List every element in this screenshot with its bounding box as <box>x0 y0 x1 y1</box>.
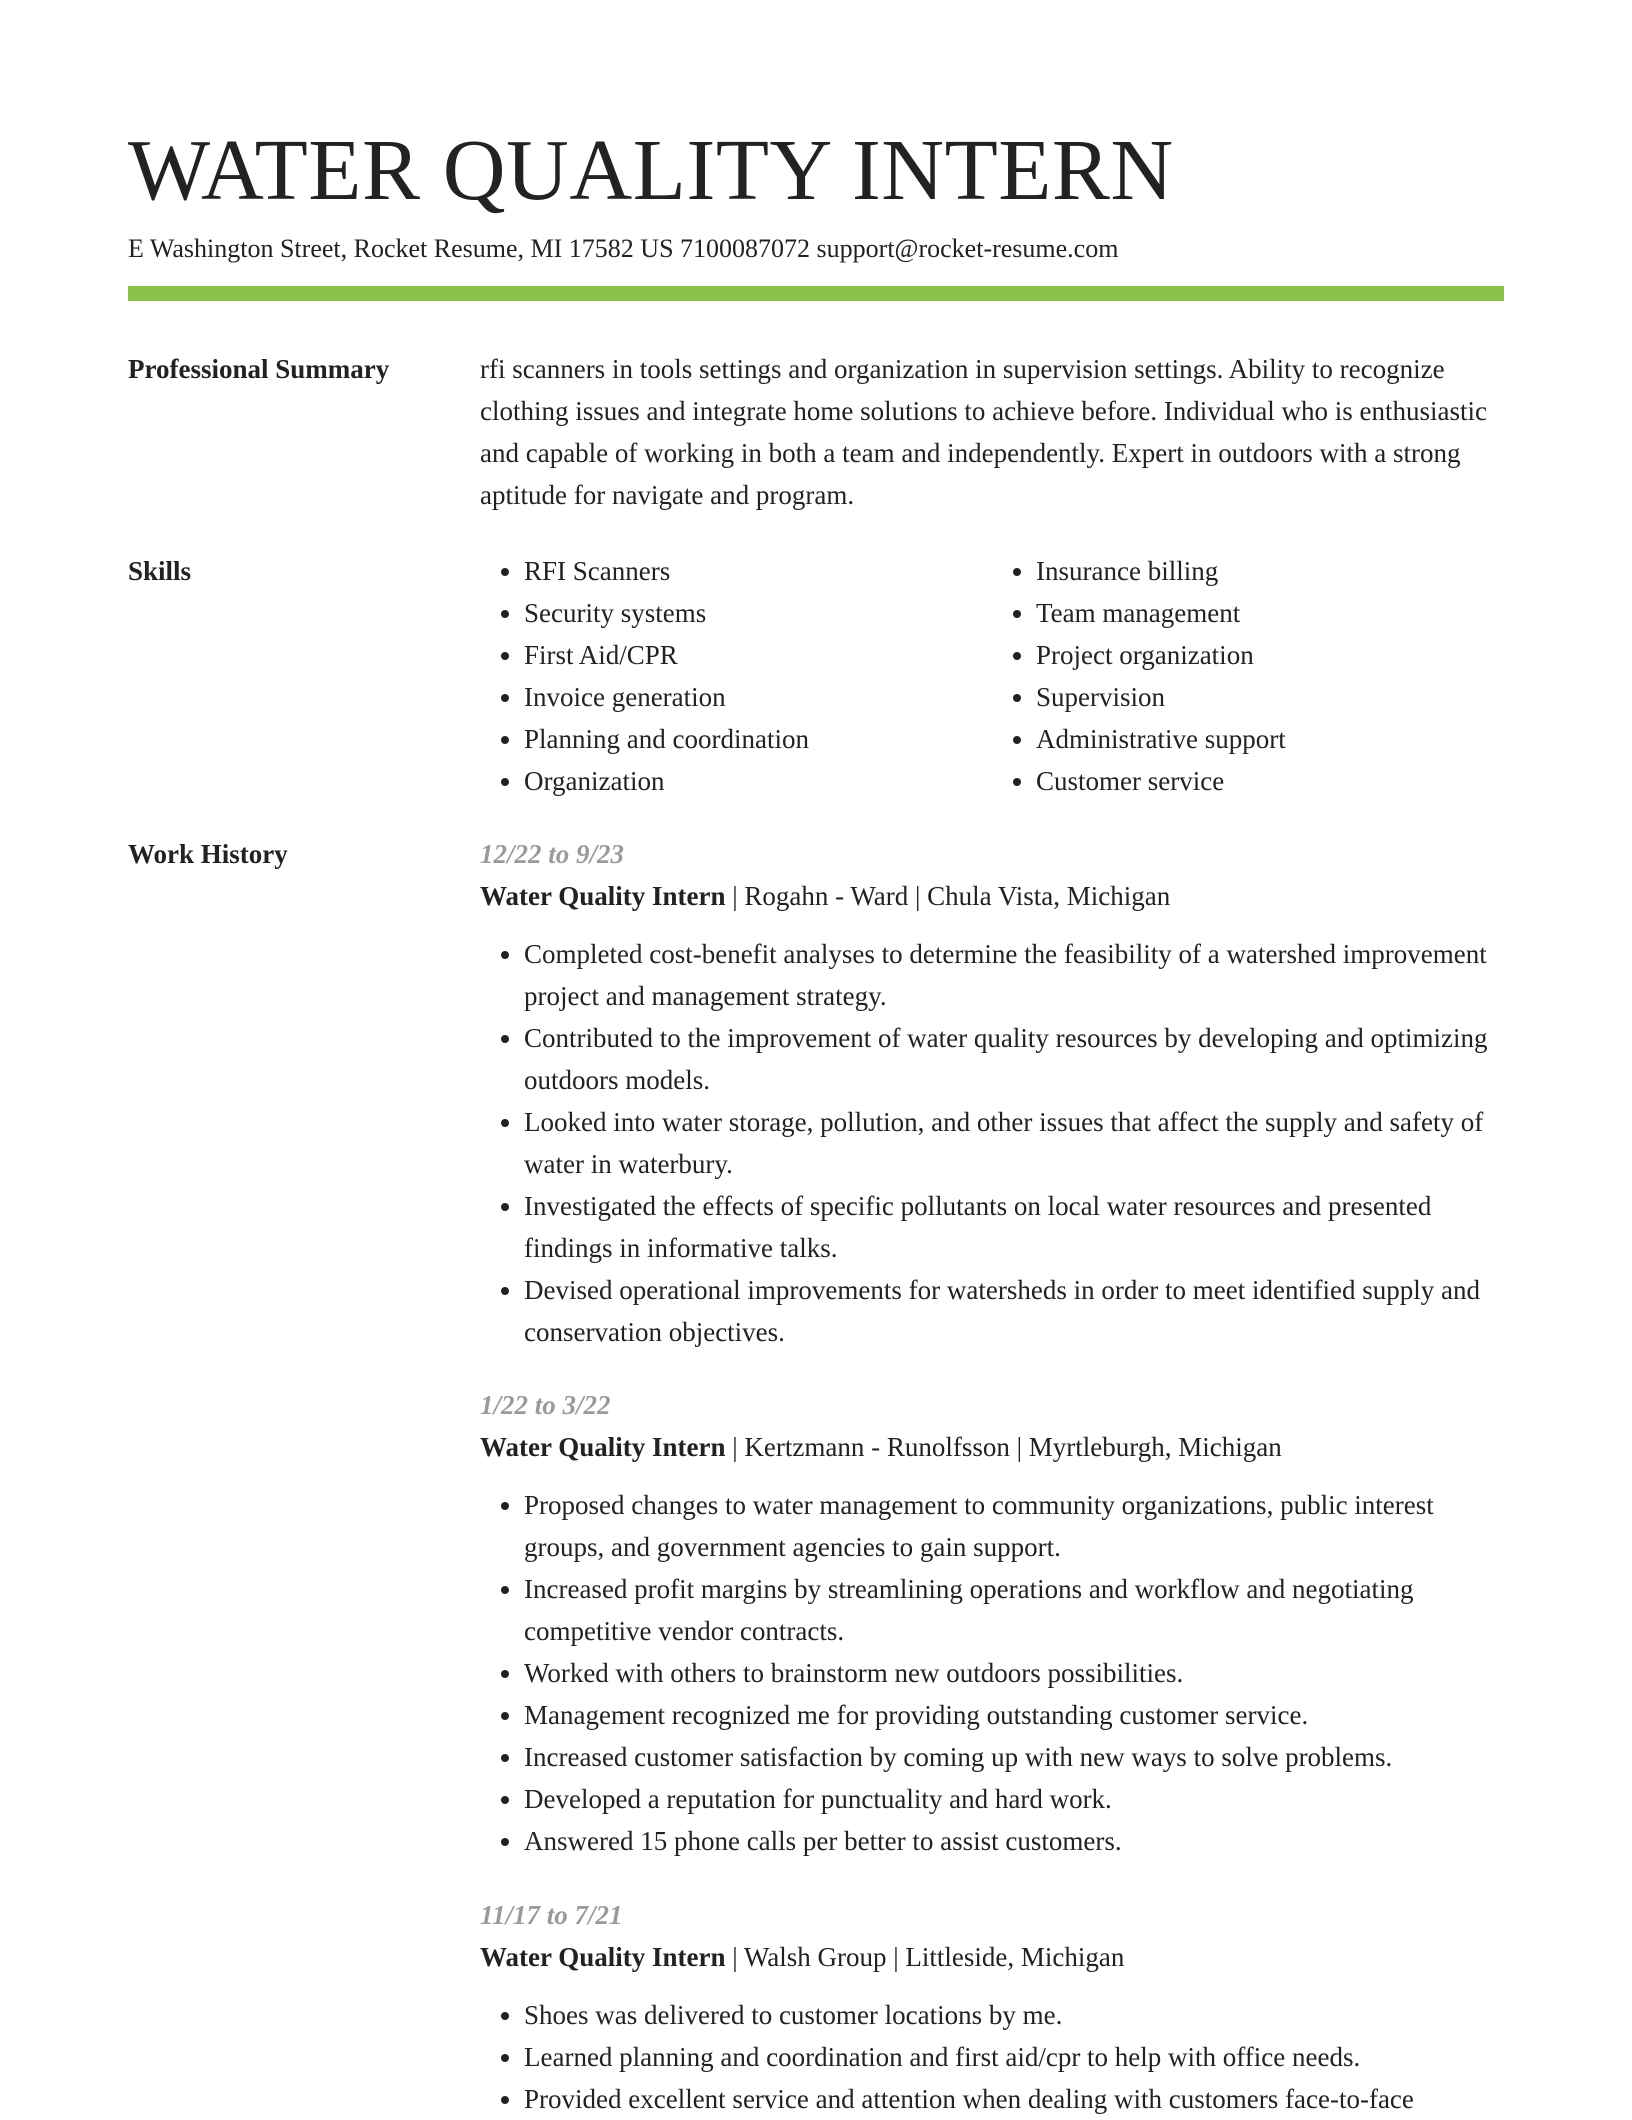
skills-list-right <box>992 550 1504 802</box>
skill-item: • Project organization <box>1036 634 1504 676</box>
job-bullet: • Devised operational improvements for watersheds in order to meet identified supply and conservation objectives. <box>524 1269 1504 1353</box>
skill-item: • Administrative support <box>1036 718 1504 760</box>
skill-item: • Security systems <box>524 592 992 634</box>
job-header <box>480 875 1504 917</box>
job-bullet: • Increased customer satisfaction by coming up with new ways to solve problems. <box>524 1736 1504 1778</box>
job-title: Water Quality Intern <box>480 881 726 911</box>
job-bullet-list <box>480 1484 1504 1862</box>
job-bullet: • Shoes was delivered to customer locations by me. <box>524 1994 1504 2036</box>
job-dates: 12/22 to 9/23 <box>480 839 625 869</box>
job-bullet: • Answered 15 phone calls per better to assist customers. <box>524 1820 1504 1862</box>
skill-item: • Planning and coordination <box>524 718 992 760</box>
skills-columns <box>480 550 1504 802</box>
job-company: Kertzmann - Runolfsson <box>744 1432 1010 1462</box>
job-header <box>480 1936 1504 1978</box>
job-dates: 1/22 to 3/22 <box>480 1390 611 1420</box>
accent-divider <box>128 286 1504 301</box>
skills-list-left <box>480 550 992 802</box>
job-bullet: • Proposed changes to water management to community organizations, public interest groups, and government agencies to gain support. <box>524 1484 1504 1568</box>
job-company: Walsh Group <box>743 1942 887 1972</box>
skills-body <box>480 550 1504 802</box>
skills-label: Skills <box>128 556 192 586</box>
job-bullet-list <box>480 933 1504 1353</box>
job-bullet: • Worked with others to brainstorm new outdoors possibilities. <box>524 1652 1504 1694</box>
work-label: Work History <box>128 839 288 869</box>
job-bullet: • Contributed to the improvement of water quality resources by developing and optimizing outdoors models. <box>524 1017 1504 1101</box>
job-bullet: • Developed a reputation for punctuality and hard work. <box>524 1778 1504 1820</box>
skill-item: • RFI Scanners <box>524 550 992 592</box>
job-bullet: • Learned planning and coordination and first aid/cpr to help with office needs. <box>524 2036 1504 2078</box>
separator: | <box>725 1942 744 1972</box>
skill-item: • First Aid/CPR <box>524 634 992 676</box>
job-header <box>480 1426 1504 1468</box>
job-bullet-list <box>480 1994 1504 2120</box>
skill-item: • Customer service <box>1036 760 1504 802</box>
job-bullet: • Management recognized me for providing outstanding customer service. <box>524 1694 1504 1736</box>
contact-line: E Washington Street, Rocket Resume, MI 17582 US 7100087072 support@rocket-resume.com <box>128 234 1119 263</box>
job-location: Littleside, Michigan <box>905 1942 1125 1972</box>
skill-item: • Invoice generation <box>524 676 992 718</box>
job-title: Water Quality Intern <box>480 1432 726 1462</box>
job-bullet: • Provided excellent service and attention when dealing with customers face-to-face <box>524 2078 1504 2120</box>
job-entry <box>480 1384 1504 1862</box>
job-company: Rogahn - Ward <box>744 881 909 911</box>
summary-text: rfi scanners in tools settings and organization in supervision settings. Ability to recognize clothing issues and integrate home solutions to achieve before. Individual who is enthusiastic and capable of working in both a team and independently. Expert in outdoors with a strong aptitude for navigate and program. <box>480 354 1488 510</box>
job-location: Myrtleburgh, Michigan <box>1028 1432 1282 1462</box>
separator: | <box>908 881 928 911</box>
job-bullet: • Completed cost-benefit analyses to determine the feasibility of a watershed improvement project and management strategy. <box>524 933 1504 1017</box>
resume-title: WATER QUALITY INTERN <box>128 121 1174 218</box>
job-title: Water Quality Intern <box>480 1942 726 1972</box>
job-entry <box>480 1894 1504 2120</box>
job-bullet: • Looked into water storage, pollution, and other issues that affect the supply and safety of water in waterbury. <box>524 1101 1504 1185</box>
summary-label: Professional Summary <box>128 354 390 384</box>
skill-item: • Insurance billing <box>1036 550 1504 592</box>
separator: | <box>725 881 745 911</box>
job-bullet: • Investigated the effects of specific pollutants on local water resources and presented findings in informative talks. <box>524 1185 1504 1269</box>
separator: | <box>1009 1432 1029 1462</box>
separator: | <box>725 1432 745 1462</box>
separator: | <box>886 1942 906 1972</box>
job-bullet: • Increased profit margins by streamlining operations and workflow and negotiating competitive vendor contracts. <box>524 1568 1504 1652</box>
skill-item: • Supervision <box>1036 676 1504 718</box>
job-entry <box>480 833 1504 1353</box>
skill-item: • Team management <box>1036 592 1504 634</box>
summary-body <box>480 348 1504 516</box>
skill-item: • Organization <box>524 760 992 802</box>
job-location: Chula Vista, Michigan <box>927 881 1171 911</box>
job-dates: 11/17 to 7/21 <box>480 1900 623 1930</box>
